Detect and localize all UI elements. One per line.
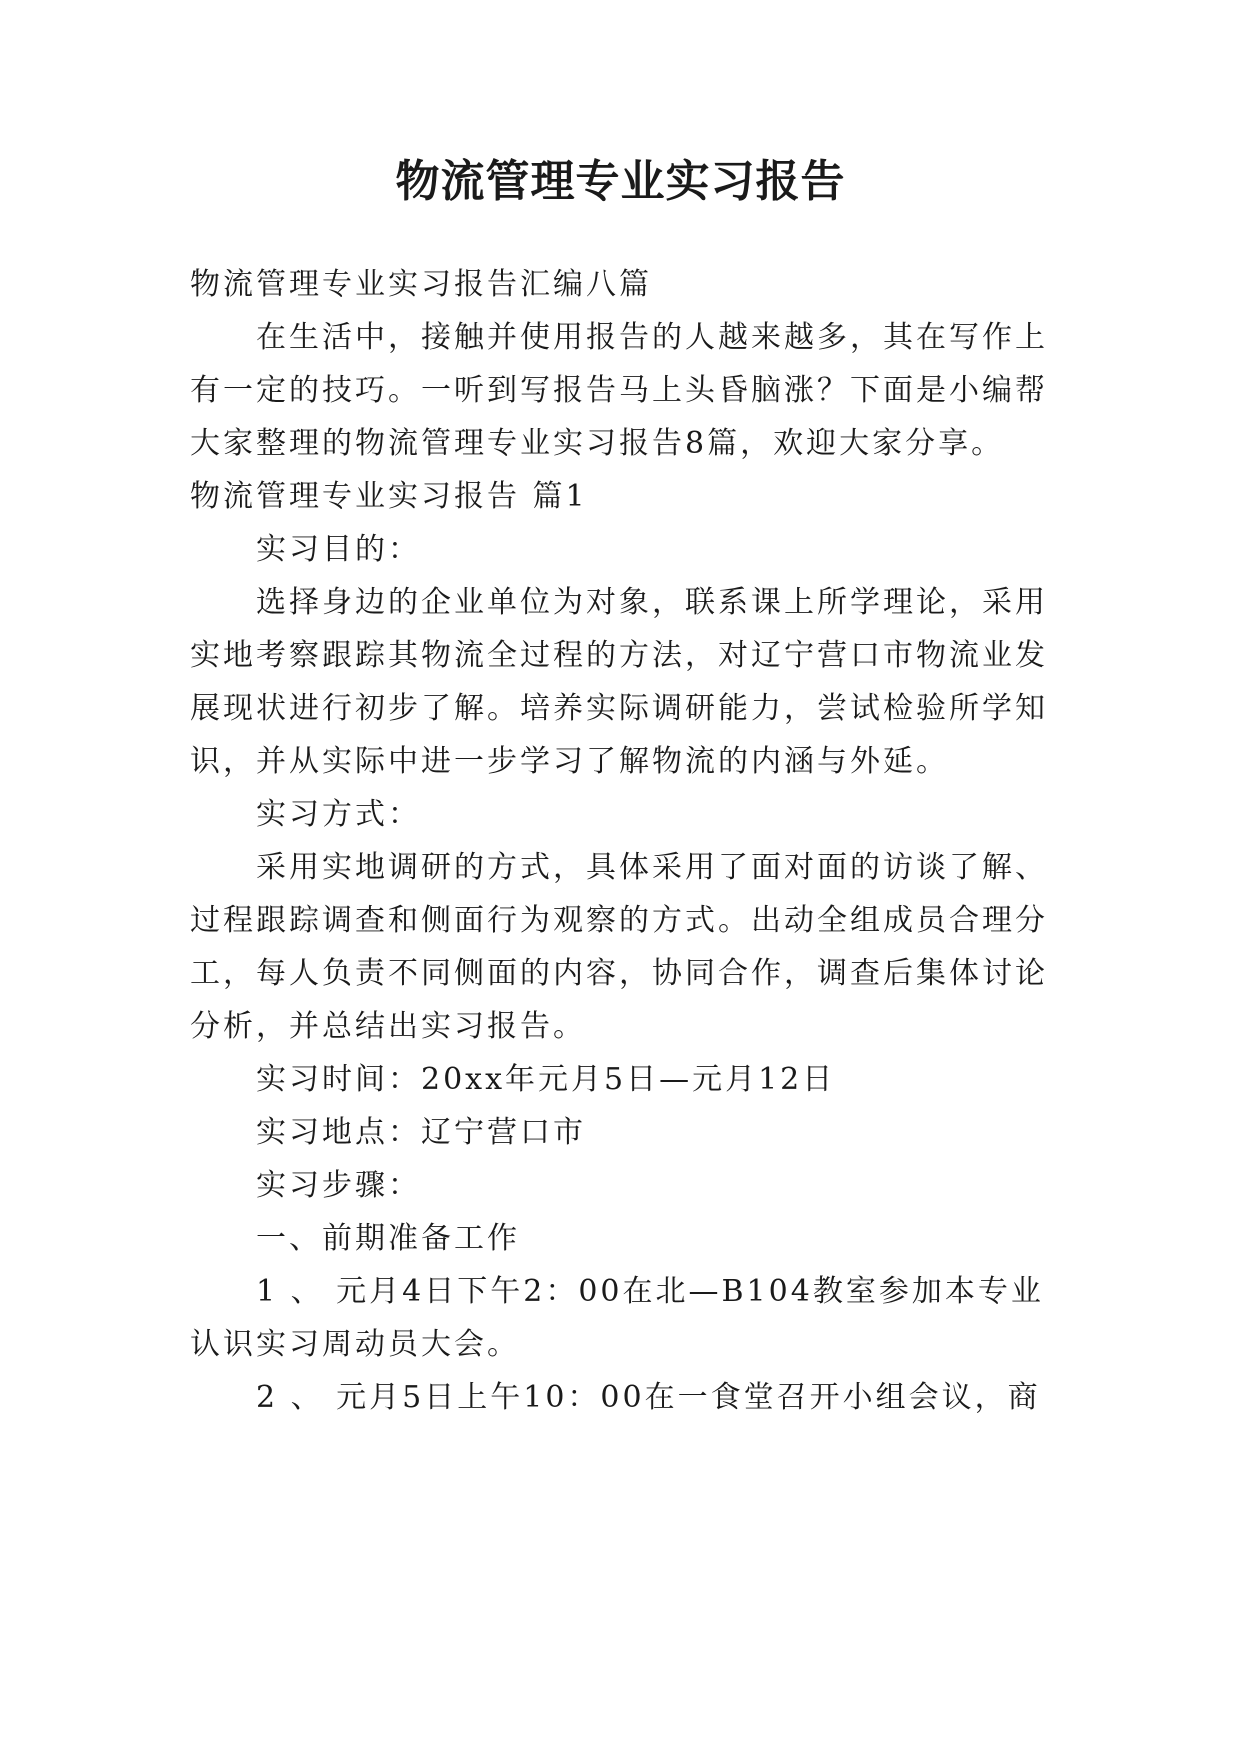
- intro-paragraph-line-2: 有一定的技巧。一听到写报告马上头昏脑涨？下面是小编帮: [190, 373, 1048, 408]
- intro-paragraph-line-3: 大家整理的物流管理专业实习报告8篇，欢迎大家分享。: [190, 426, 1005, 461]
- subtitle-line: 物流管理专业实习报告汇编八篇: [190, 267, 652, 302]
- method-paragraph-line-2: 过程跟踪调查和侧面行为观察的方式。出动全组成员合理分: [190, 903, 1048, 938]
- section-heading-1: 物流管理专业实习报告 篇1: [190, 479, 588, 514]
- location-line: 实习地点：辽宁营口市: [256, 1115, 586, 1150]
- document-title: 物流管理专业实习报告: [395, 156, 846, 207]
- time-line: 实习时间：20xx年元月5日—元月12日: [256, 1062, 836, 1097]
- method-heading: 实习方式：: [256, 797, 421, 832]
- intro-paragraph-line-1: 在生活中，接触并使用报告的人越来越多，其在写作上: [256, 320, 1048, 355]
- method-paragraph-line-4: 分析，并总结出实习报告。: [190, 1009, 586, 1044]
- purpose-heading: 实习目的：: [256, 532, 421, 567]
- method-paragraph-line-3: 工，每人负责不同侧面的内容，协同合作，调查后集体讨论: [190, 956, 1048, 991]
- step-2-line-1: 2 、 元月5日上午10：00在一食堂召开小组会议，商: [256, 1380, 1041, 1415]
- purpose-paragraph-line-2: 实地考察跟踪其物流全过程的方法，对辽宁营口市物流业发: [190, 638, 1048, 673]
- step-section-heading: 一、前期准备工作: [256, 1221, 520, 1256]
- purpose-paragraph-line-3: 展现状进行初步了解。培养实际调研能力，尝试检验所学知: [190, 691, 1048, 726]
- purpose-paragraph-line-4: 识，并从实际中进一步学习了解物流的内涵与外延。: [190, 744, 949, 779]
- steps-heading: 实习步骤：: [256, 1168, 421, 1203]
- step-1-line-1: 1 、 元月4日下午2：00在北—B104教室参加本专业: [256, 1274, 1044, 1309]
- step-1-line-2: 认识实习周动员大会。: [190, 1327, 520, 1362]
- method-paragraph-line-1: 采用实地调研的方式，具体采用了面对面的访谈了解、: [256, 850, 1048, 885]
- purpose-paragraph-line-1: 选择身边的企业单位为对象，联系课上所学理论，采用: [256, 585, 1048, 620]
